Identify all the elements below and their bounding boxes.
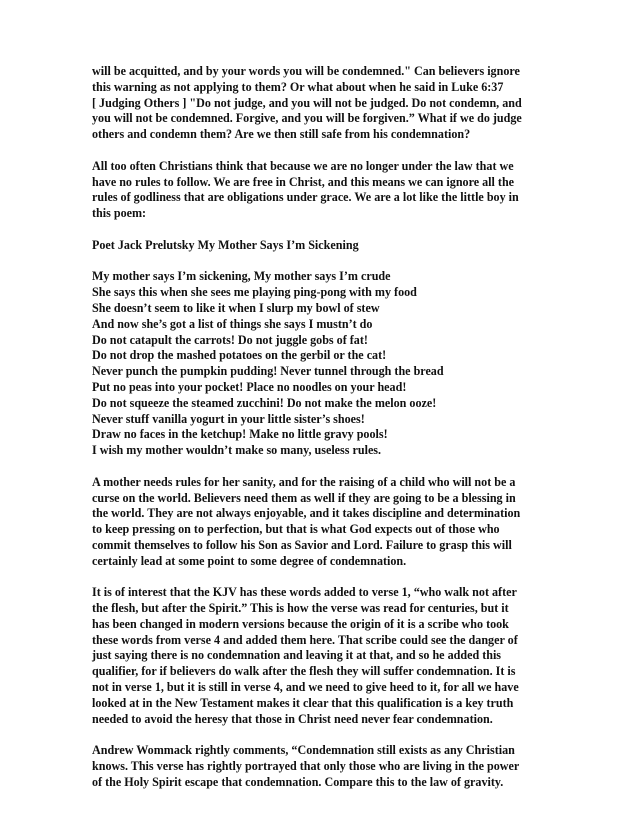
- paragraph-mother-rules: [92, 475, 548, 570]
- poem-body: [92, 269, 548, 459]
- poem-line: Never stuff vanilla yogurt in your little sister’s shoes!: [92, 411, 365, 426]
- text-line: this warning as not applying to them? Or what about when he said in Luke 6:37: [92, 79, 504, 94]
- text-line: the world. They are not always enjoyable, and it takes discipline and determination: [92, 506, 521, 521]
- poem-line: My mother says I’m sickening, My mother says I’m crude: [92, 269, 391, 284]
- paragraph-judging-warning: [92, 64, 548, 143]
- poem-line: She doesn’t seem to like it when I slurp my bowl of stew: [92, 300, 380, 315]
- poem-line: Draw no faces in the ketchup! Make no little gravy pools!: [92, 427, 388, 442]
- poem-line: Do not catapult the carrots! Do not juggle gobs of fat!: [92, 332, 368, 347]
- text-line: you will not be condemned. Forgive, and you will be forgiven.” What if we do judge: [92, 111, 522, 126]
- text-line: have no rules to follow. We are free in Christ, and this means we can ignore all the: [92, 174, 515, 189]
- poem-line: Do not squeeze the steamed zucchini! Do not make the melon ooze!: [92, 395, 437, 410]
- poem-line: And now she’s got a list of things she says I mustn’t do: [92, 316, 373, 331]
- text-line: not in verse 1, but it is still in verse 4, and we need to give heed to it, for all we have: [92, 680, 519, 695]
- text-line: has been changed in modern versions because the origin of it is a scribe who took: [92, 616, 509, 631]
- text-line: these words from verse 4 and added them here. That scribe could see the danger of: [92, 632, 518, 647]
- text-line: certainly lead at some point to some degree of condemnation.: [92, 553, 407, 568]
- text-line: just saying there is no condemnation and leaving it at that, and so he added this: [92, 648, 502, 663]
- poem-line: Put no peas into your pocket! Place no noodles on your head!: [92, 379, 407, 394]
- text-line: needed to avoid the heresy that those in Christ need never fear condemnation.: [92, 711, 493, 726]
- text-line: Poet Jack Prelutsky My Mother Says I’m Sickening: [92, 237, 359, 252]
- text-line: All too often Christians think that because we are no longer under the law that we: [92, 158, 514, 173]
- text-line: curse on the world. Believers need them as well if they are going to be a blessing in: [92, 490, 516, 505]
- text-line: rules of godliness that are obligations under grace. We are a lot like the little boy in: [92, 190, 519, 205]
- document-page: [92, 64, 548, 806]
- text-line: looked at in the New Testament makes it clear that this qualification is a key truth: [92, 695, 514, 710]
- poem-line: I wish my mother wouldn’t make so many, useless rules.: [92, 443, 382, 458]
- poem-title: [92, 238, 548, 254]
- text-line: to keep pressing on to perfection, but that is what God expects out of those who: [92, 522, 500, 537]
- text-line: will be acquitted, and by your words you will be condemned." Can believers ignore: [92, 64, 520, 78]
- text-line: others and condemn them? Are we then still safe from his condemnation?: [92, 127, 471, 142]
- poem-line: She says this when she sees me playing ping-pong with my food: [92, 285, 417, 300]
- paragraph-kjv-verse: [92, 585, 548, 727]
- text-line: of the Holy Spirit escape that condemnation. Compare this to the law of gravity.: [92, 774, 504, 789]
- poem-line: Never punch the pumpkin pudding! Never tunnel through the bread: [92, 364, 444, 379]
- text-line: qualifier, for if believers do walk after the flesh they will suffer condemnation. It is: [92, 664, 516, 679]
- text-line: the flesh, but after the Spirit.” This is how the verse was read for centuries, but it: [92, 601, 509, 616]
- text-line: this poem:: [92, 206, 147, 221]
- poem-line: Do not drop the mashed potatoes on the gerbil or the cat!: [92, 348, 387, 363]
- text-line: commit themselves to follow his Son as Savior and Lord. Failure to grasp this will: [92, 537, 512, 552]
- text-line: It is of interest that the KJV has these words added to verse 1, “who walk not after: [92, 585, 517, 600]
- paragraph-free-in-christ: [92, 159, 548, 222]
- paragraph-wommack-quote: [92, 743, 548, 790]
- text-line: [ Judging Others ] "Do not judge, and you will not be judged. Do not condemn, and: [92, 95, 522, 110]
- text-line: knows. This verse has rightly portrayed that only those who are living in the power: [92, 759, 520, 774]
- text-line: A mother needs rules for her sanity, and for the raising of a child who will not be a: [92, 474, 516, 489]
- text-line: Andrew Wommack rightly comments, “Condemnation still exists as any Christian: [92, 743, 515, 758]
